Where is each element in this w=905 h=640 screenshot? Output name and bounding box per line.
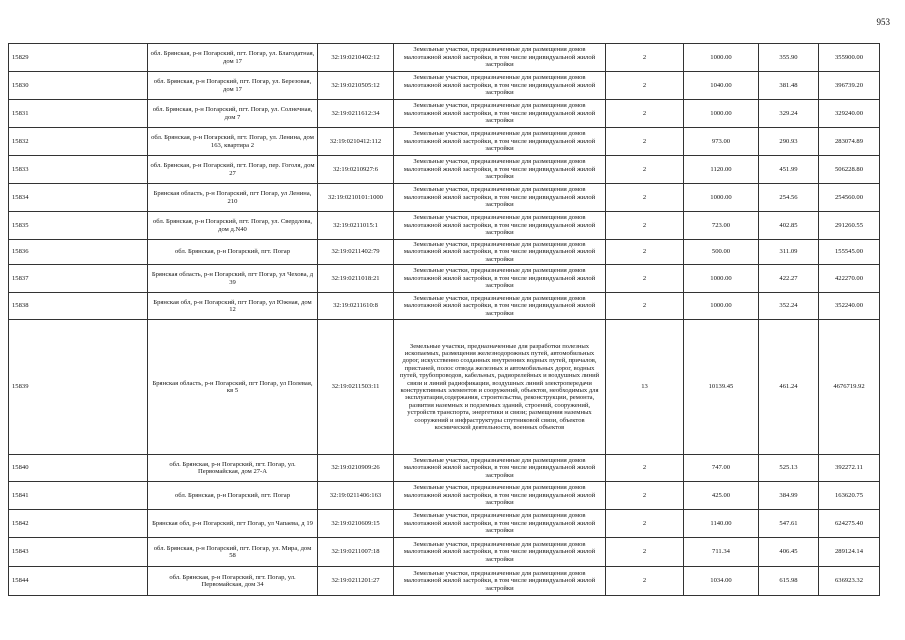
cadastral-value-cell: 289124.14 xyxy=(819,538,880,567)
area-cell: 1000.00 xyxy=(684,100,759,128)
row-number: 15834 xyxy=(9,184,148,212)
unit-value-cell: 254.56 xyxy=(759,184,819,212)
unit-value-cell: 381.48 xyxy=(759,72,819,100)
row-number: 15830 xyxy=(9,72,148,100)
cadastral-number-cell: 32:19:0210402:12 xyxy=(318,44,394,72)
address-cell: обл. Брянская, р-н Погарский, пгт. Погар, ул. Березовая, дом 17 xyxy=(148,72,318,100)
land-use-cell: Земельные участки, предназначенные для размещения домов малоэтажной жилой застройки, в том числе индивидуальной жилой застройки xyxy=(394,510,606,538)
cadastral-number-cell: 32:19:0211503:11 xyxy=(318,320,394,455)
area-cell: 1000.00 xyxy=(684,44,759,72)
row-number: 15836 xyxy=(9,240,148,265)
use-group-cell: 2 xyxy=(606,72,684,100)
area-cell: 1000.00 xyxy=(684,265,759,293)
cadastral-value-table xyxy=(8,43,880,596)
row-number: 15837 xyxy=(9,265,148,293)
address-cell: обл. Брянская, р-н Погарский, пгт. Погар, ул. Первомайская, дом 27-А xyxy=(148,455,318,482)
address-cell: Брянская область, р-н Погарский, пгт Погар, ул Полевая, кв 5 xyxy=(148,320,318,455)
cadastral-value-cell: 283074.89 xyxy=(819,128,880,156)
use-group-cell: 2 xyxy=(606,482,684,510)
unit-value-cell: 615.98 xyxy=(759,567,819,596)
cadastral-number-cell: 32:19:0211007:18 xyxy=(318,538,394,567)
land-use-cell: Земельные участки, предназначенные для размещения домов малоэтажной жилой застройки, в том числе индивидуальной жилой застройки xyxy=(394,293,606,320)
row-number: 15841 xyxy=(9,482,148,510)
address-cell: обл. Брянская, р-н Погарский, пгт. Погар, ул. Благодатная, дом 17 xyxy=(148,44,318,72)
cadastral-value-cell: 352240.00 xyxy=(819,293,880,320)
area-cell: 1000.00 xyxy=(684,184,759,212)
land-use-cell: Земельные участки, предназначенные для размещения домов малоэтажной жилой застройки, в том числе индивидуальной жилой застройки xyxy=(394,100,606,128)
table-row xyxy=(9,240,880,265)
land-use-cell: Земельные участки, предназначенные для размещения домов малоэтажной жилой застройки, в том числе индивидуальной жилой застройки xyxy=(394,184,606,212)
land-use-cell: Земельные участки, предназначенные для размещения домов малоэтажной жилой застройки, в том числе индивидуальной жилой застройки xyxy=(394,240,606,265)
cadastral-value-cell: 4676719.92 xyxy=(819,320,880,455)
cadastral-value-cell: 329240.00 xyxy=(819,100,880,128)
address-cell: Брянская обл, р-н Погарский, пгт Погар, ул Южная, дом 12 xyxy=(148,293,318,320)
address-cell: обл. Брянская, р-н Погарский, пгт. Погар, пер. Гоголя, дом 27 xyxy=(148,156,318,184)
address-cell: Брянская область, р-н Погарский, пгт Погар, ул Ленина, 210 xyxy=(148,184,318,212)
cadastral-value-cell: 291260.55 xyxy=(819,212,880,240)
unit-value-cell: 547.61 xyxy=(759,510,819,538)
row-number: 15843 xyxy=(9,538,148,567)
table-row xyxy=(9,567,880,596)
table-row xyxy=(9,510,880,538)
row-number: 15844 xyxy=(9,567,148,596)
cadastral-number-cell: 32:19:0211201:27 xyxy=(318,567,394,596)
land-use-cell: Земельные участки, предназначенные для размещения домов малоэтажной жилой застройки, в том числе индивидуальной жилой застройки xyxy=(394,455,606,482)
use-group-cell: 2 xyxy=(606,567,684,596)
page-number: 953 xyxy=(876,17,890,27)
use-group-cell: 2 xyxy=(606,265,684,293)
use-group-cell: 2 xyxy=(606,156,684,184)
cadastral-value-cell: 506228.80 xyxy=(819,156,880,184)
unit-value-cell: 384.99 xyxy=(759,482,819,510)
cadastral-number-cell: 32:19:0210927:6 xyxy=(318,156,394,184)
land-use-cell: Земельные участки, предназначенные для размещения домов малоэтажной жилой застройки, в том числе индивидуальной жилой застройки xyxy=(394,538,606,567)
row-number: 15839 xyxy=(9,320,148,455)
address-cell: Брянская область, р-н Погарский, пгт Погар, ул Чехова, д 39 xyxy=(148,265,318,293)
unit-value-cell: 402.85 xyxy=(759,212,819,240)
use-group-cell: 2 xyxy=(606,184,684,212)
cadastral-value-cell: 422270.00 xyxy=(819,265,880,293)
table-row xyxy=(9,293,880,320)
area-cell: 1120.00 xyxy=(684,156,759,184)
area-cell: 747.00 xyxy=(684,455,759,482)
address-cell: обл. Брянская, р-н Погарский, пгт. Погар, ул. Мира, дом 58 xyxy=(148,538,318,567)
use-group-cell: 2 xyxy=(606,44,684,72)
cadastral-number-cell: 32:19:0211402:79 xyxy=(318,240,394,265)
cadastral-number-cell: 32:19:0210909:26 xyxy=(318,455,394,482)
row-number: 15831 xyxy=(9,100,148,128)
area-cell: 500.00 xyxy=(684,240,759,265)
cadastral-value-cell: 355900.00 xyxy=(819,44,880,72)
table-row xyxy=(9,44,880,72)
area-cell: 1140.00 xyxy=(684,510,759,538)
table-row xyxy=(9,482,880,510)
address-cell: Брянская обл, р-н Погарский, пгт Погар, ул Чапаева, д 19 xyxy=(148,510,318,538)
table-row xyxy=(9,212,880,240)
cadastral-number-cell: 32:19:0210101:1000 xyxy=(318,184,394,212)
unit-value-cell: 352.24 xyxy=(759,293,819,320)
area-cell: 973.00 xyxy=(684,128,759,156)
use-group-cell: 2 xyxy=(606,293,684,320)
use-group-cell: 2 xyxy=(606,455,684,482)
land-use-cell: Земельные участки, предназначенные для размещения домов малоэтажной жилой застройки, в том числе индивидуальной жилой застройки xyxy=(394,212,606,240)
cadastral-value-cell: 624275.40 xyxy=(819,510,880,538)
cadastral-value-cell: 396739.20 xyxy=(819,72,880,100)
area-cell: 723.00 xyxy=(684,212,759,240)
unit-value-cell: 422.27 xyxy=(759,265,819,293)
use-group-cell: 2 xyxy=(606,510,684,538)
area-cell: 1040.00 xyxy=(684,72,759,100)
use-group-cell: 2 xyxy=(606,240,684,265)
unit-value-cell: 451.99 xyxy=(759,156,819,184)
row-number: 15840 xyxy=(9,455,148,482)
address-cell: обл. Брянская, р-н Погарский, пгт. Погар xyxy=(148,240,318,265)
land-use-cell: Земельные участки, предназначенные для размещения домов малоэтажной жилой застройки, в том числе индивидуальной жилой застройки xyxy=(394,44,606,72)
cadastral-number-cell: 32:19:0211015:1 xyxy=(318,212,394,240)
unit-value-cell: 311.09 xyxy=(759,240,819,265)
row-number: 15835 xyxy=(9,212,148,240)
land-use-cell: Земельные участки, предназначенные для размещения домов малоэтажной жилой застройки, в том числе индивидуальной жилой застройки xyxy=(394,128,606,156)
land-use-cell: Земельные участки, предназначенные для размещения домов малоэтажной жилой застройки, в том числе индивидуальной жилой застройки xyxy=(394,265,606,293)
table-row xyxy=(9,72,880,100)
cadastral-number-cell: 32:19:0211610:8 xyxy=(318,293,394,320)
cadastral-value-cell: 636923.32 xyxy=(819,567,880,596)
land-use-cell: Земельные участки, предназначенные для размещения домов малоэтажной жилой застройки, в том числе индивидуальной жилой застройки xyxy=(394,567,606,596)
use-group-cell: 13 xyxy=(606,320,684,455)
cadastral-number-cell: 32:19:0210609:15 xyxy=(318,510,394,538)
table-row xyxy=(9,265,880,293)
row-number: 15838 xyxy=(9,293,148,320)
row-number: 15833 xyxy=(9,156,148,184)
table-row xyxy=(9,128,880,156)
area-cell: 10139.45 xyxy=(684,320,759,455)
cadastral-value-cell: 163620.75 xyxy=(819,482,880,510)
cadastral-number-cell: 32:19:0211612:34 xyxy=(318,100,394,128)
table-row xyxy=(9,156,880,184)
area-cell: 711.34 xyxy=(684,538,759,567)
use-group-cell: 2 xyxy=(606,212,684,240)
address-cell: обл. Брянская, р-н Погарский, пгт. Погар, ул. Солнечная, дом 7 xyxy=(148,100,318,128)
land-use-cell: Земельные участки, предназначенные для размещения домов малоэтажной жилой застройки, в том числе индивидуальной жилой застройки xyxy=(394,482,606,510)
address-cell: обл. Брянская, р-н Погарский, пгт. Погар xyxy=(148,482,318,510)
unit-value-cell: 461.24 xyxy=(759,320,819,455)
unit-value-cell: 355.90 xyxy=(759,44,819,72)
row-number: 15829 xyxy=(9,44,148,72)
cadastral-number-cell: 32:19:0211018:21 xyxy=(318,265,394,293)
unit-value-cell: 406.45 xyxy=(759,538,819,567)
use-group-cell: 2 xyxy=(606,538,684,567)
cadastral-number-cell: 32:19:0210505:12 xyxy=(318,72,394,100)
area-cell: 1034.00 xyxy=(684,567,759,596)
cadastral-value-cell: 155545.00 xyxy=(819,240,880,265)
use-group-cell: 2 xyxy=(606,128,684,156)
address-cell: обл. Брянская, р-н Погарский, пгт. Погар, ул. Ленина, дом 163, квартира 2 xyxy=(148,128,318,156)
row-number: 15832 xyxy=(9,128,148,156)
area-cell: 425.00 xyxy=(684,482,759,510)
area-cell: 1000.00 xyxy=(684,293,759,320)
cadastral-value-cell: 392272.11 xyxy=(819,455,880,482)
land-use-cell: Земельные участки, предназначенные для разработки полезных ископаемых, размещения железнодорожных путей, автомобильных дорог, искусственно созданных внутренних водных путей, причалов, пристаней, полос отвода железных и автомобильных дорог, водных путей, трубопроводов, кабельных, радиорелейных и воздушных линий связи и линий радиофикации, воздушных линий электропередачи конструктивных элементов и сооружений, объектов, необходимых для эксплуатации,содержания, строительства, реконструкции, ремонта, развития наземных и подземных зданий, строений, сооружений, устройств транспорта, энергетики и связи; размещения наземных сооружений и инфраструктуры спутниковой связи, объектов космической деятельности, военных объектов xyxy=(394,320,606,455)
table-row xyxy=(9,320,880,455)
use-group-cell: 2 xyxy=(606,100,684,128)
table-row xyxy=(9,184,880,212)
cadastral-value-cell: 254560.00 xyxy=(819,184,880,212)
table-row xyxy=(9,100,880,128)
address-cell: обл. Брянская, р-н Погарский, пгт. Погар, ул. Свердлова, дом д.N40 xyxy=(148,212,318,240)
unit-value-cell: 525.13 xyxy=(759,455,819,482)
unit-value-cell: 290.93 xyxy=(759,128,819,156)
table-row xyxy=(9,538,880,567)
unit-value-cell: 329.24 xyxy=(759,100,819,128)
address-cell: обл. Брянская, р-н Погарский, пгт. Погар, ул. Первомайская, дом 34 xyxy=(148,567,318,596)
table-row xyxy=(9,455,880,482)
land-use-cell: Земельные участки, предназначенные для размещения домов малоэтажной жилой застройки, в том числе индивидуальной жилой застройки xyxy=(394,156,606,184)
land-use-cell: Земельные участки, предназначенные для размещения домов малоэтажной жилой застройки, в том числе индивидуальной жилой застройки xyxy=(394,72,606,100)
cadastral-number-cell: 32:19:0210412:112 xyxy=(318,128,394,156)
cadastral-number-cell: 32:19:0211406:163 xyxy=(318,482,394,510)
table-body xyxy=(9,44,880,596)
row-number: 15842 xyxy=(9,510,148,538)
